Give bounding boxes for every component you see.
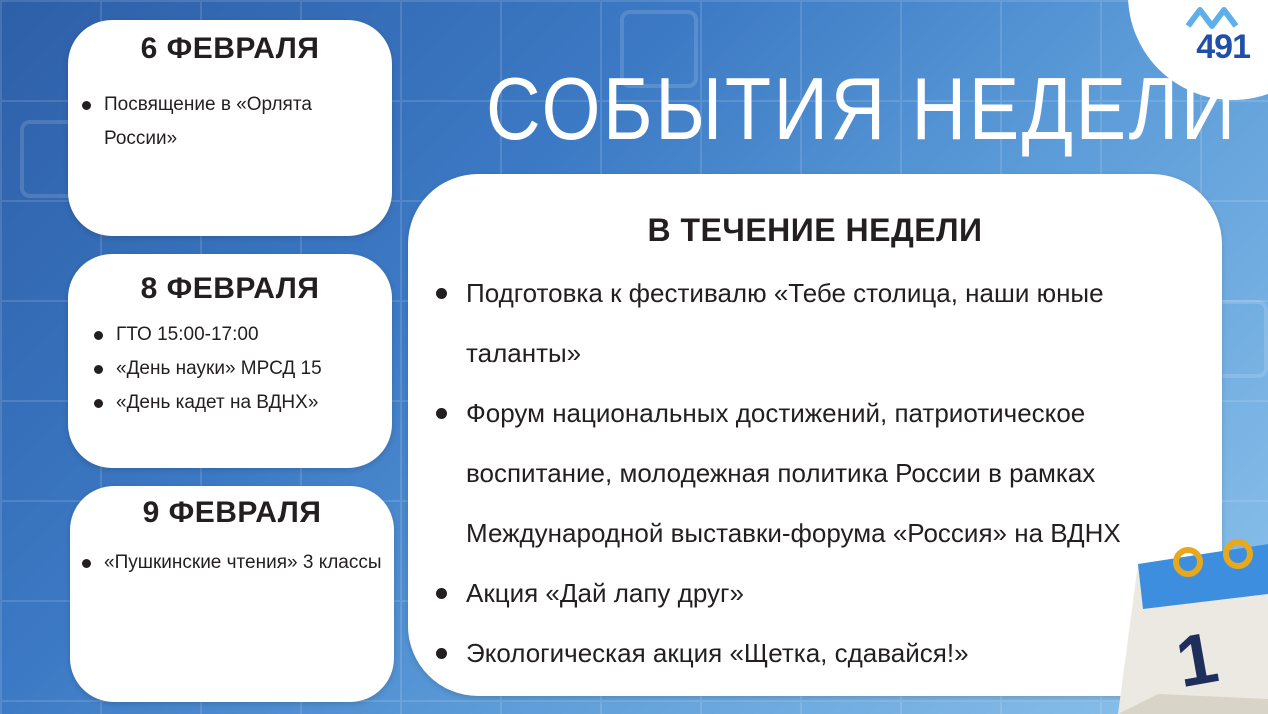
event-card-feb9 bbox=[70, 486, 394, 702]
event-card-feb6 bbox=[68, 20, 392, 236]
school-logo bbox=[1176, 6, 1258, 66]
list-item: Экологическая акция «Щетка, сдавайся!» bbox=[434, 623, 1222, 683]
card-title: В ТЕЧЕНИЕ НЕДЕЛИ bbox=[647, 212, 983, 248]
list-item: «День науки» МРСД 15 bbox=[92, 352, 392, 386]
page-title: СОБЫТИЯ НЕДЕЛИ bbox=[486, 59, 1238, 158]
list-item: «День кадет на ВДНХ» bbox=[92, 386, 392, 420]
logo-text: 491 bbox=[1196, 28, 1250, 66]
list-item: ГТО 15:00-17:00 bbox=[92, 318, 392, 352]
card-title: 6 ФЕВРАЛЯ bbox=[140, 32, 320, 65]
list-item: Форум национальных достижений, патриотическое bbox=[434, 383, 1222, 443]
list-item: Подготовка к фестивалю «Тебе столица, наши юные таланты» bbox=[434, 263, 1222, 383]
event-list bbox=[92, 318, 392, 420]
event-card-feb8 bbox=[68, 254, 392, 468]
calendar-icon bbox=[1098, 524, 1268, 714]
event-list bbox=[80, 88, 390, 156]
list-item-continuation: Международной выставки-форума «Россия» на ВДНХ bbox=[466, 518, 1121, 548]
list-item: «Пушкинские чтения» 3 классы bbox=[80, 546, 392, 580]
card-title: 9 ФЕВРАЛЯ bbox=[142, 496, 322, 529]
calendar-number: 1 bbox=[1170, 617, 1224, 704]
list-item-continuation: воспитание, молодежная политика России в рамках bbox=[466, 458, 1096, 488]
card-title: 8 ФЕВРАЛЯ bbox=[140, 272, 320, 305]
list-item: Посвящение в «Орлята России» bbox=[80, 88, 390, 156]
list-item: Акция «Дай лапу друг» bbox=[434, 563, 1222, 623]
event-list bbox=[80, 546, 392, 580]
